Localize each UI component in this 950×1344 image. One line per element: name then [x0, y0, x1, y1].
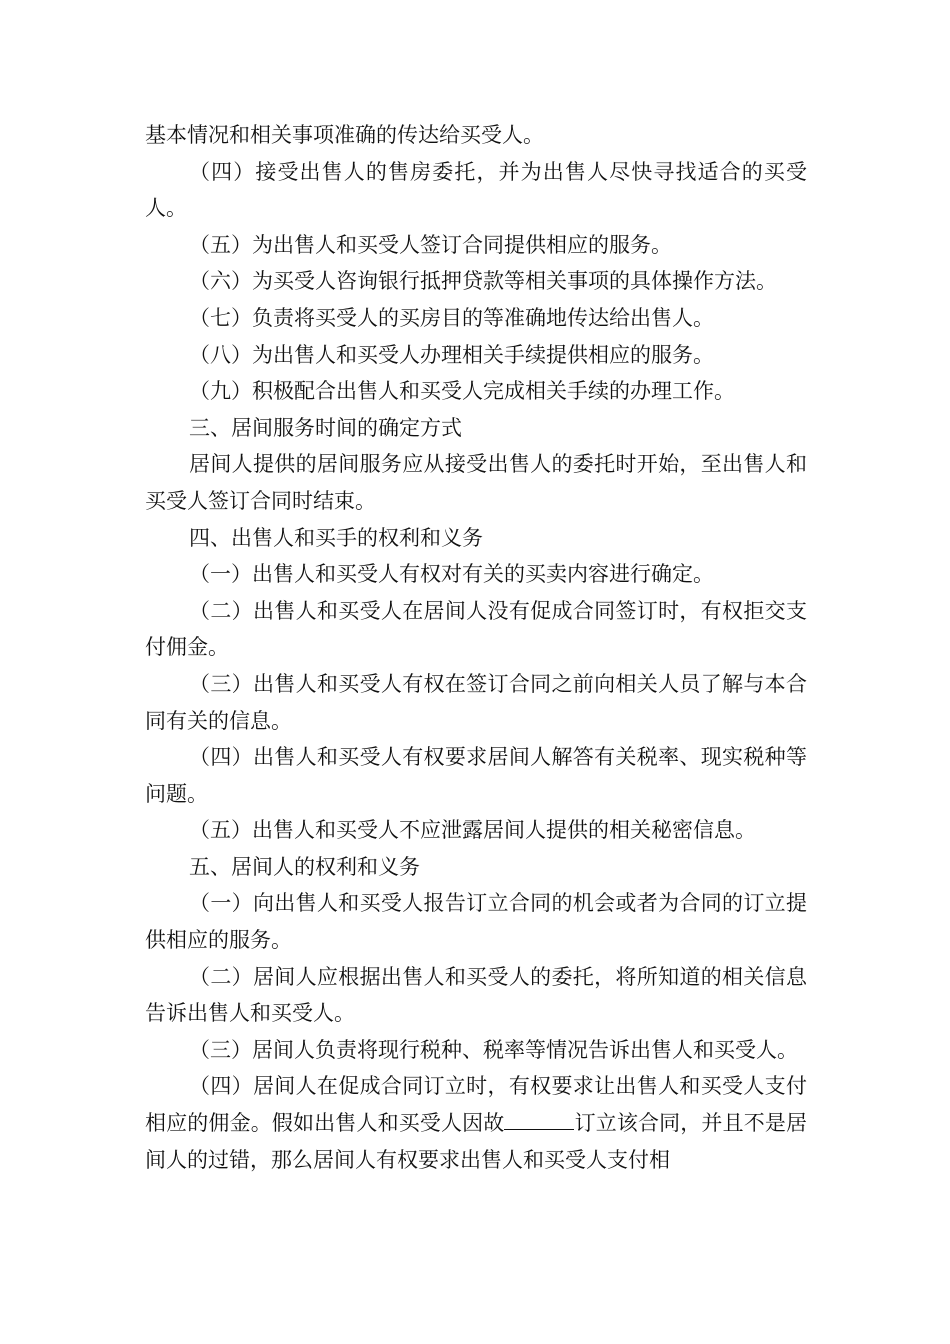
paragraph-intermediary-3: （三）居间人负责将现行税种、税率等情况告诉出售人和买受人。 — [189, 1037, 798, 1062]
paragraph-intermediary-2: （二）居间人应根据出售人和买受人的委托，将所知道的相关信息告诉出售人和买受人。 — [145, 964, 807, 1026]
document-body — [145, 117, 807, 1178]
fill-in-blank — [504, 1109, 574, 1130]
paragraph-rights-1: （一）出售人和买受人有权对有关的买卖内容进行确定。 — [189, 562, 714, 587]
paragraph-item-7: （七）负责将买受人的买房目的等准确地传达给出售人。 — [189, 305, 714, 330]
paragraph-rights-4: （四）出售人和买受人有权要求居间人解答有关税率、现实税种等问题。 — [145, 745, 807, 806]
paragraph-item-6: （六）为买受人咨询银行抵押贷款等相关事项的具体操作方法。 — [189, 269, 777, 294]
paragraph-item-4: （四）接受出售人的售房委托，并为出售人尽快寻找适合的买受人。 — [145, 159, 807, 221]
paragraph-service-time: 居间人提供的居间服务应从接受出售人的委托时开始，至出售人和买受人签订合同时结束。 — [145, 452, 807, 513]
paragraph-intermediary-4 — [145, 1068, 807, 1178]
paragraph-text-before-blank: （四）居间人在促成合同订立时，有权要求让出售人和买受人支付相应的佣金。假如出售人和买受人因故 — [145, 1074, 807, 1136]
section-heading-5: 五、居间人的权利和义务 — [189, 854, 420, 879]
paragraph-intermediary-1: （一）向出售人和买受人报告订立合同的机会或者为合同的订立提供相应的服务。 — [145, 891, 807, 953]
paragraph-item-9: （九）积极配合出售人和买受人完成相关手续的办理工作。 — [189, 379, 735, 404]
paragraph-text-after-blank: 订立该合同，并且不是居间人的过错，那么居间人有权要求出售人和买受人支付相 — [145, 1111, 808, 1172]
paragraph-item-8: （八）为出售人和买受人办理相关手续提供相应的服务。 — [189, 342, 714, 367]
paragraph-rights-3: （三）出售人和买受人有权在签订合同之前向相关人员了解与本合同有关的信息。 — [145, 671, 807, 733]
section-heading-4: 四、出售人和买手的权利和义务 — [189, 525, 483, 550]
paragraph-rights-2: （二）出售人和买受人在居间人没有促成合同签订时，有权拒交支付佣金。 — [145, 598, 807, 660]
paragraph-continued: 基本情况和相关事项准确的传达给买受人。 — [145, 123, 544, 147]
paragraph-item-5: （五）为出售人和买受人签订合同提供相应的服务。 — [189, 232, 672, 257]
section-heading-3: 三、居间服务时间的确定方式 — [189, 415, 462, 440]
paragraph-rights-5: （五）出售人和买受人不应泄露居间人提供的相关秘密信息。 — [189, 818, 756, 843]
